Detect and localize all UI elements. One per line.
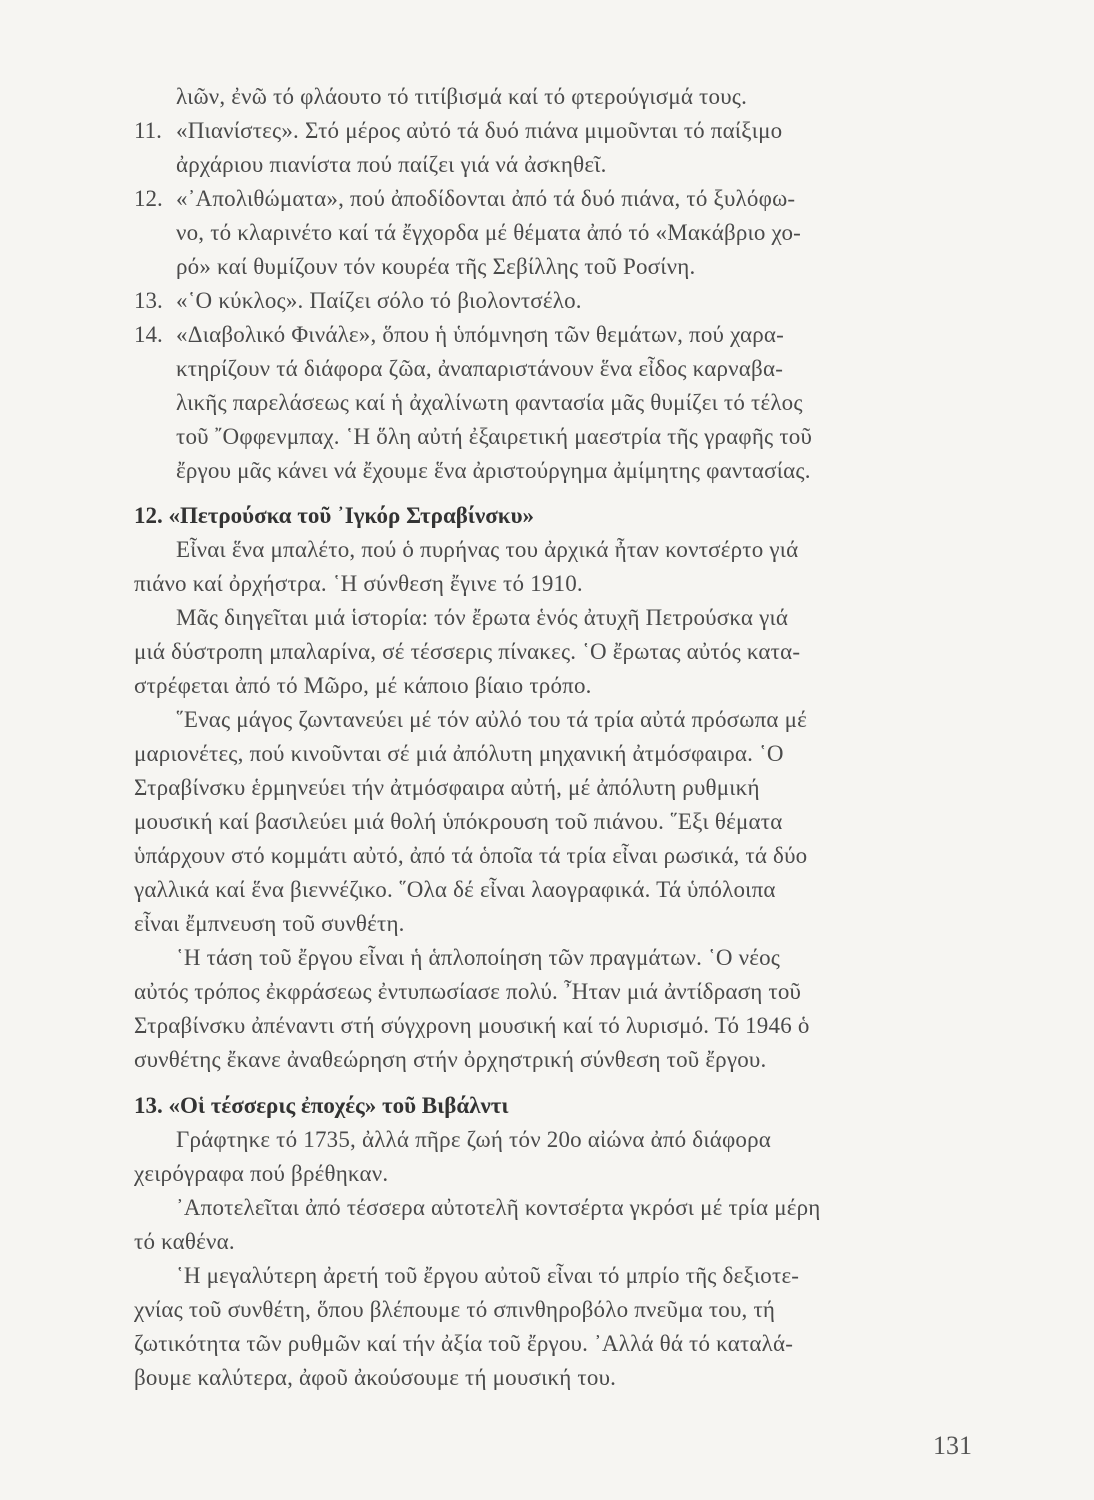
paragraph-line: ῾Η τάση τοῦ ἔργου εἶναι ἡ ἁπλοποίηση τῶν πραγμάτων. ῾Ο νέος bbox=[176, 945, 781, 970]
list-item-number: 13. bbox=[134, 288, 163, 313]
list-item-line: ἔργου μᾶς κάνει νά ἔχουμε ἕνα ἀριστούργημα ἀμίμητης φαντασίας. bbox=[176, 458, 811, 483]
paragraph-line: χνίας τοῦ συνθέτη, ὅπου βλέπουμε τό σπινθηροβόλο πνεῦμα του, τή bbox=[134, 1297, 776, 1322]
paragraph-line: αὐτός τρόπος ἐκφράσεως ἐντυπωσίασε πολύ. ῏Ηταν μιά ἀντίδραση τοῦ bbox=[134, 979, 802, 1004]
paragraph-line: συνθέτης ἔκανε ἀναθεώρηση στήν ὀρχηστρική σύνθεση τοῦ ἔργου. bbox=[134, 1047, 767, 1072]
paragraph-line: γαλλικά καί ἕνα βιεννέζικο. ῞Ολα δέ εἶναι λαογραφικά. Τά ὑπόλοιπα bbox=[134, 877, 776, 902]
paragraph-line: Στραβίνσκυ ἀπέναντι στή σύγχρονη μουσική καί τό λυρισμό. Τό 1946 ὁ bbox=[134, 1013, 810, 1038]
list-item-number: 12. bbox=[134, 186, 163, 211]
paragraph-line: χειρόγραφα πού βρέθηκαν. bbox=[134, 1161, 389, 1186]
paragraph-line: ᾿Αποτελεῖται ἀπό τέσσερα αὐτοτελῆ κοντσέρτα γκρόσι μέ τρία μέρη bbox=[176, 1195, 821, 1220]
list-item-line: «᾿Απολιθώματα», πού ἀποδίδονται ἀπό τά δυό πιάνα, τό ξυλόφω- bbox=[176, 186, 796, 211]
paragraph-line: εἶναι ἔμπνευση τοῦ συνθέτη. bbox=[134, 911, 405, 936]
list-item-line: «Διαβολικό Φινάλε», ὅπου ἡ ὑπόμνηση τῶν θεμάτων, πού χαρα- bbox=[176, 322, 785, 347]
paragraph-line: ῞Ενας μάγος ζωντανεύει μέ τόν αὐλό του τά τρία αὐτά πρόσωπα μέ bbox=[176, 707, 807, 732]
list-item-line: ρό» καί θυμίζουν τόν κουρέα τῆς Σεβίλλης τοῦ Ροσίνη. bbox=[176, 254, 696, 279]
list-item-number: 11. bbox=[134, 118, 162, 143]
section-heading-four-seasons: 13. «Οἱ τέσσερις ἐποχές» τοῦ Βιβάλντι bbox=[134, 1093, 509, 1118]
paragraph-line: μιά δύστροπη μπαλαρίνα, σέ τέσσερις πίνακες. ῾Ο ἔρωτας αὐτός κατα- bbox=[134, 639, 801, 664]
section-heading-petrushka: 12. «Πετρούσκα τοῦ ᾿Ιγκόρ Στραβίνσκυ» bbox=[134, 503, 535, 528]
paragraph-line: ὑπάρχουν στό κομμάτι αὐτό, ἀπό τά ὁποῖα τά τρία εἶναι ρωσικά, τά δύο bbox=[134, 843, 808, 868]
list-item-line: ἀρχάριου πιανίστα πού παίζει γιά νά ἀσκηθεῖ. bbox=[176, 152, 607, 177]
paragraph-line: Γράφτηκε τό 1735, ἀλλά πῆρε ζωή τόν 20ο αἰώνα ἀπό διάφορα bbox=[176, 1127, 772, 1152]
list-item-line: λικῆς παρελάσεως καί ἡ ἀχαλίνωτη φαντασία μᾶς θυμίζει τό τέλος bbox=[176, 390, 803, 415]
list-item-line: τοῦ ῎Οφφενμπαχ. ῾Η ὅλη αὐτή ἐξαιρετική μαεστρία τῆς γραφῆς τοῦ bbox=[176, 424, 813, 449]
list-item-line: νο, τό κλαρινέτο καί τά ἔγχορδα μέ θέματα ἀπό τό «Μακάβριο χο- bbox=[176, 220, 802, 245]
list-item-number: 14. bbox=[134, 322, 163, 347]
list-item-line: «Πιανίστες». Στό μέρος αὐτό τά δυό πιάνα μιμοῦνται τό παίξιμο bbox=[176, 118, 783, 143]
paragraph-line: μαριονέτες, πού κινοῦνται σέ μιά ἀπόλυτη μηχανική ἀτμόσφαιρα. ῾Ο bbox=[134, 741, 784, 766]
paragraph-line: Εἶναι ἕνα μπαλέτο, πού ὁ πυρήνας του ἀρχικά ἦταν κοντσέρτο γιά bbox=[176, 537, 799, 562]
paragraph-line: τό καθένα. bbox=[134, 1229, 235, 1254]
page-number: 131 bbox=[933, 1431, 972, 1460]
list-item-line: κτηρίζουν τά διάφορα ζῶα, ἀναπαριστάνουν ἕνα εἶδος καρναβα- bbox=[176, 356, 784, 381]
paragraph-line: βουμε καλύτερα, ἀφοῦ ἀκούσουμε τή μουσική του. bbox=[134, 1365, 617, 1390]
paragraph-line: Στραβίνσκυ ἑρμηνεύει τήν ἀτμόσφαιρα αὐτή, μέ ἀπόλυτη ρυθμική bbox=[134, 775, 760, 800]
paragraph-line: ῾Η μεγαλύτερη ἀρετή τοῦ ἔργου αὐτοῦ εἶναι τό μπρίο τῆς δεξιοτε- bbox=[176, 1263, 800, 1288]
paragraph-line: ζωτικότητα τῶν ρυθμῶν καί τήν ἀξία τοῦ ἔργου. ᾿Αλλά θά τό καταλά- bbox=[134, 1331, 794, 1356]
paragraph-line: στρέφεται ἀπό τό Μῶρο, μέ κάποιο βίαιο τρόπο. bbox=[134, 673, 592, 698]
continuation-line: λιῶν, ἐνῶ τό φλάουτο τό τιτίβισμά καί τό φτερούγισμά τους. bbox=[176, 84, 748, 109]
paragraph-line: Μᾶς διηγεῖται μιά ἱστορία: τόν ἔρωτα ἑνός ἀτυχῆ Πετρούσκα γιά bbox=[176, 605, 789, 630]
paragraph-line: μουσική καί βασιλεύει μιά θολή ὑπόκρουση τοῦ πιάνου. ῞Εξι θέματα bbox=[134, 809, 783, 834]
list-item-line: «῾Ο κύκλος». Παίζει σόλο τό βιολοντσέλο. bbox=[176, 288, 582, 313]
paragraph-line: πιάνο καί ὀρχήστρα. ῾Η σύνθεση ἔγινε τό 1910. bbox=[134, 571, 583, 596]
